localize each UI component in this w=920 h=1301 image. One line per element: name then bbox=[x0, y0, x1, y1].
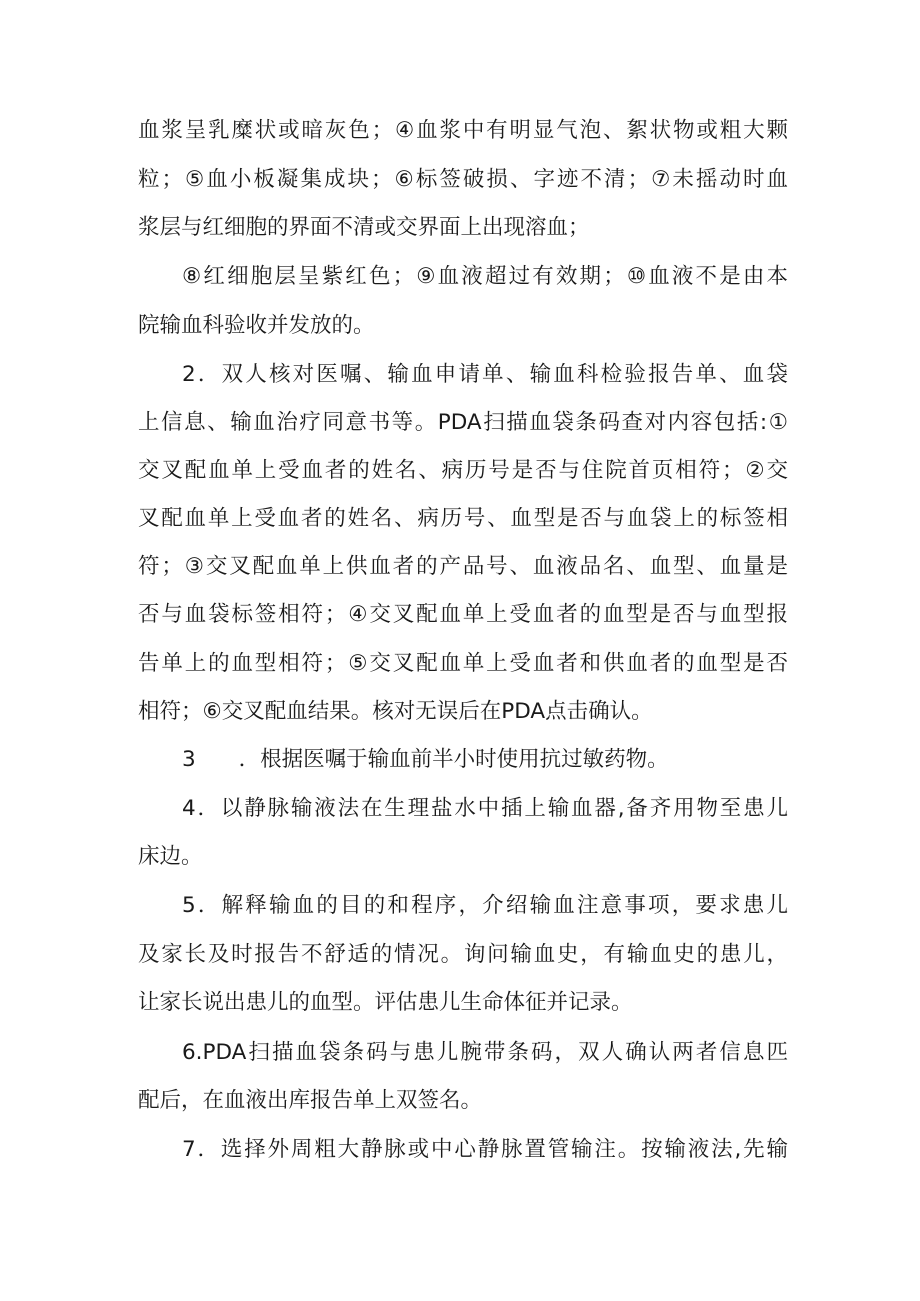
text-line-20: 6.PDA扫描血袋条码与患儿腕带条码，双人确认两者信息匹 bbox=[182, 1040, 788, 1065]
text-line-14: 3 ．根据医嘱于输血前半小时使用抗过敏药物。 bbox=[182, 747, 669, 772]
text-line-5: 院输血科验收并发放的。 bbox=[138, 313, 375, 338]
text-line-11: 否与血袋标签相符；④交叉配血单上受血者的血型是否与血型报 bbox=[138, 602, 788, 627]
text-line-19: 让家长说出患儿的血型。评估患儿生命体征并记录。 bbox=[138, 990, 633, 1015]
text-line-12: 告单上的血型相符；⑤交叉配血单上受血者和供血者的血型是否 bbox=[138, 651, 788, 676]
text-line-10: 符；③交叉配血单上供血者的产品号、血液品名、血型、血量是 bbox=[138, 554, 788, 579]
text-line-4: ⑧红细胞层呈紫红色；⑨血液超过有效期；⑩血液不是由本 bbox=[182, 264, 788, 289]
text-line-13: 相符；⑥交叉配血结果。核对无误后在PDA点击确认。 bbox=[138, 699, 653, 724]
text-line-3: 浆层与红细胞的界面不清或交界面上出现溶血； bbox=[138, 215, 590, 240]
text-line-2: 粒；⑤血小板凝集成块；⑥标签破损、字迹不清；⑦未摇动时血 bbox=[138, 167, 788, 192]
text-line-17: 5．解释输血的目的和程序，介绍输血注意事项，要求患儿 bbox=[182, 893, 788, 918]
text-line-16: 床边。 bbox=[138, 844, 203, 869]
text-line-1: 血浆呈乳糜状或暗灰色；④血浆中有明显气泡、絮状物或粗大颗 bbox=[138, 118, 788, 143]
text-line-6: 2．双人核对医嘱、输血申请单、输血科检验报告单、血袋 bbox=[182, 362, 788, 387]
text-line-18: 及家长及时报告不舒适的情况。询问输血史，有输血史的患儿， bbox=[138, 942, 788, 967]
text-line-21: 配后，在血液出库报告单上双签名。 bbox=[138, 1088, 483, 1113]
text-line-22: 7．选择外周粗大静脉或中心静脉置管输注。按输液法,先输 bbox=[182, 1137, 788, 1162]
text-line-15: 4．以静脉输液法在生理盐水中插上输血器,备齐用物至患儿 bbox=[182, 796, 788, 821]
text-line-8: 交叉配血单上受血者的姓名、病历号是否与住院首页相符；②交 bbox=[138, 458, 788, 483]
text-line-9: 叉配血单上受血者的姓名、病历号、血型是否与血袋上的标签相 bbox=[138, 506, 788, 531]
text-line-7: 上信息、输血治疗同意书等。PDA扫描血袋条码查对内容包括:① bbox=[138, 410, 788, 435]
